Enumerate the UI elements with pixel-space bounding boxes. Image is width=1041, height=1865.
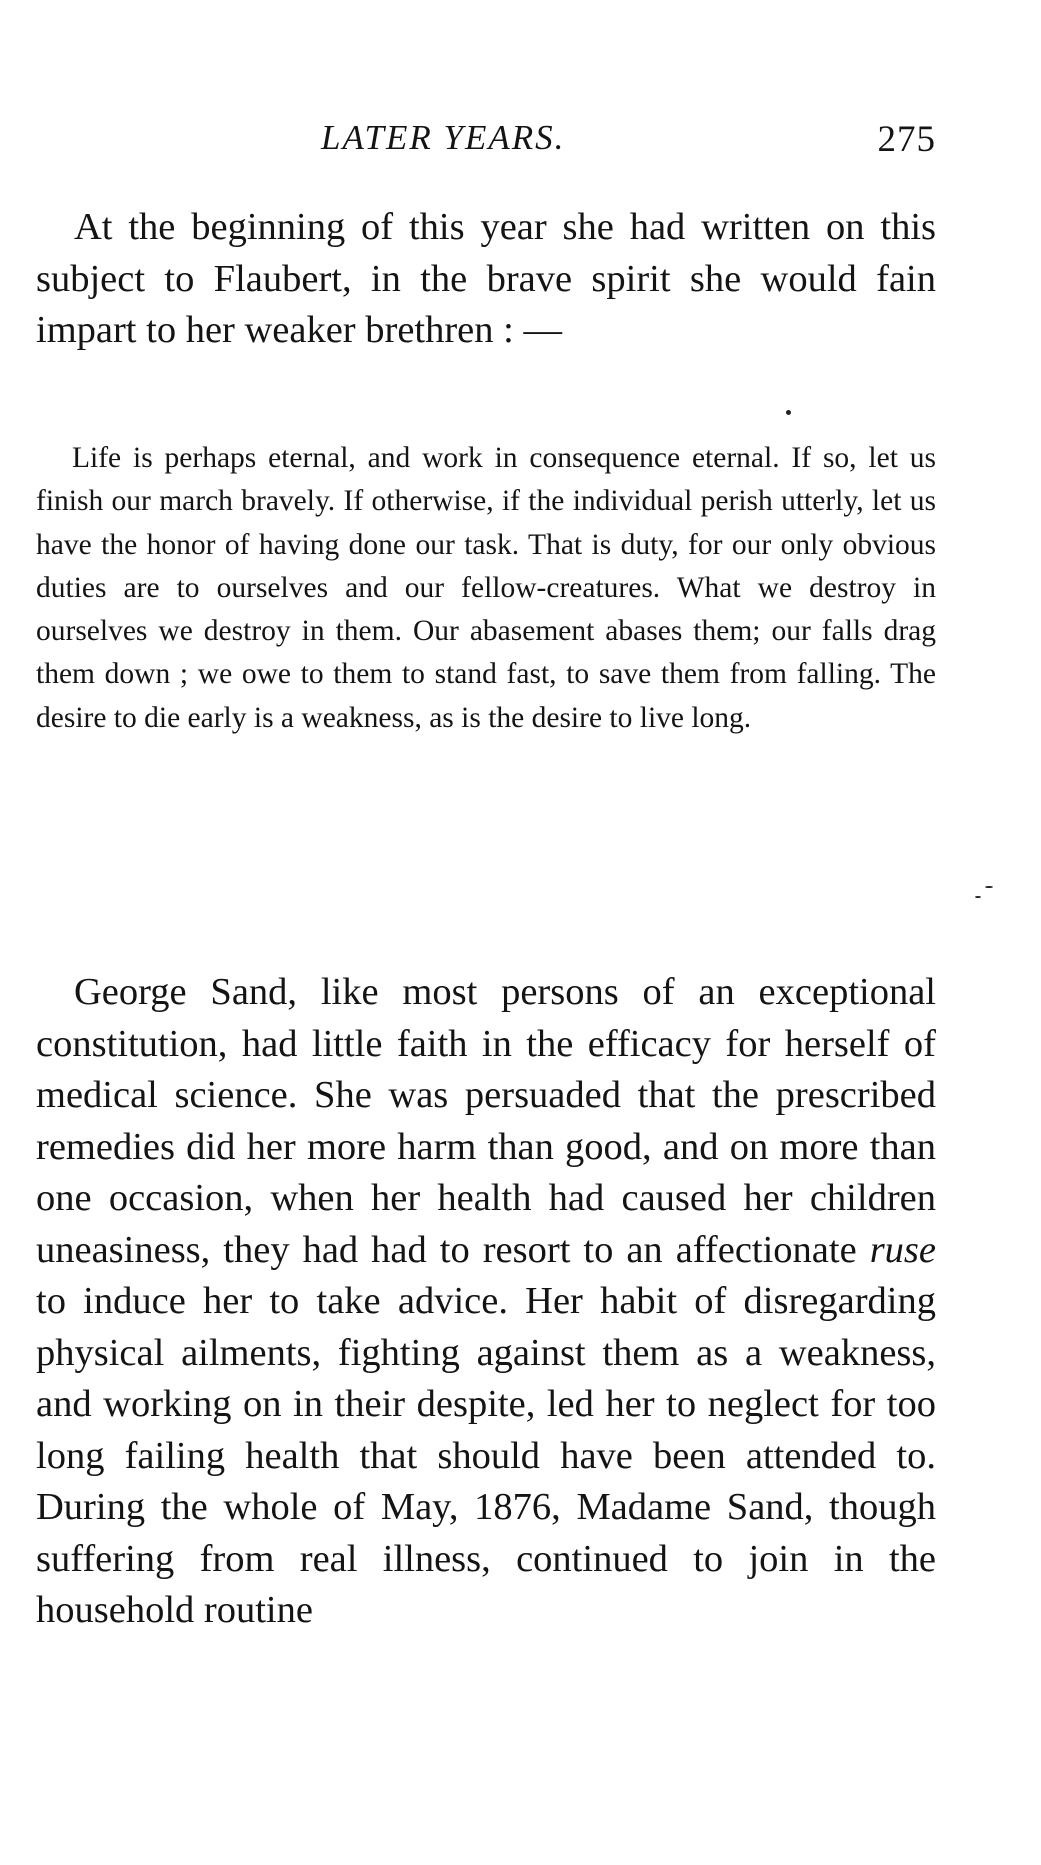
main-paragraph-text-end: to induce her to take advice. Her habit of disregarding physical ailments, fighting against them as a weakness, and working on in their despite, led her to neglect for too long failing health that should have been attended to. During the whole of May, 1876, Madame Sand, though suffering from real illness, continued to join in the household routine — [36, 1280, 936, 1631]
italic-word: ruse — [869, 1228, 936, 1271]
opening-paragraph — [36, 202, 936, 357]
scan-speck — [985, 886, 993, 888]
page-number: 275 — [877, 119, 936, 160]
scan-speck — [975, 896, 981, 898]
running-title: LATER YEARS. — [321, 118, 566, 157]
opening-paragraph-text: At the beginning of this year she had written on this subject to Flaubert, in the brave spirit she would fain impart to her weaker brethren : — — [36, 206, 936, 351]
main-paragraph — [36, 967, 936, 1637]
block-quotation — [36, 437, 936, 740]
running-head — [36, 118, 936, 168]
main-paragraph-text-start: George Sand, like most persons of an exceptional constitution, had little faith in the efficacy for herself of medical science. She was persuaded that the prescribed remedies did her more harm than good, and on more than one occasion, when her health had caused her children uneasiness, they had had to resort to an affectionate — [36, 971, 936, 1271]
block-quotation-text: Life is perhaps eternal, and work in consequence eternal. If so, let us finish our march bravely. If otherwise, if the individual perish utterly, let us have the honor of having done our task. That is duty, for our only obvious duties are to ourselves and our fellow-creatures. What we destroy in ourselves we destroy in them. Our abasement abases them; our falls drag them down ; we owe to them to stand fast, to save them from falling. The desire to die early is a weakness, as is the desire to live long. — [36, 442, 936, 734]
scan-speck — [786, 410, 791, 415]
